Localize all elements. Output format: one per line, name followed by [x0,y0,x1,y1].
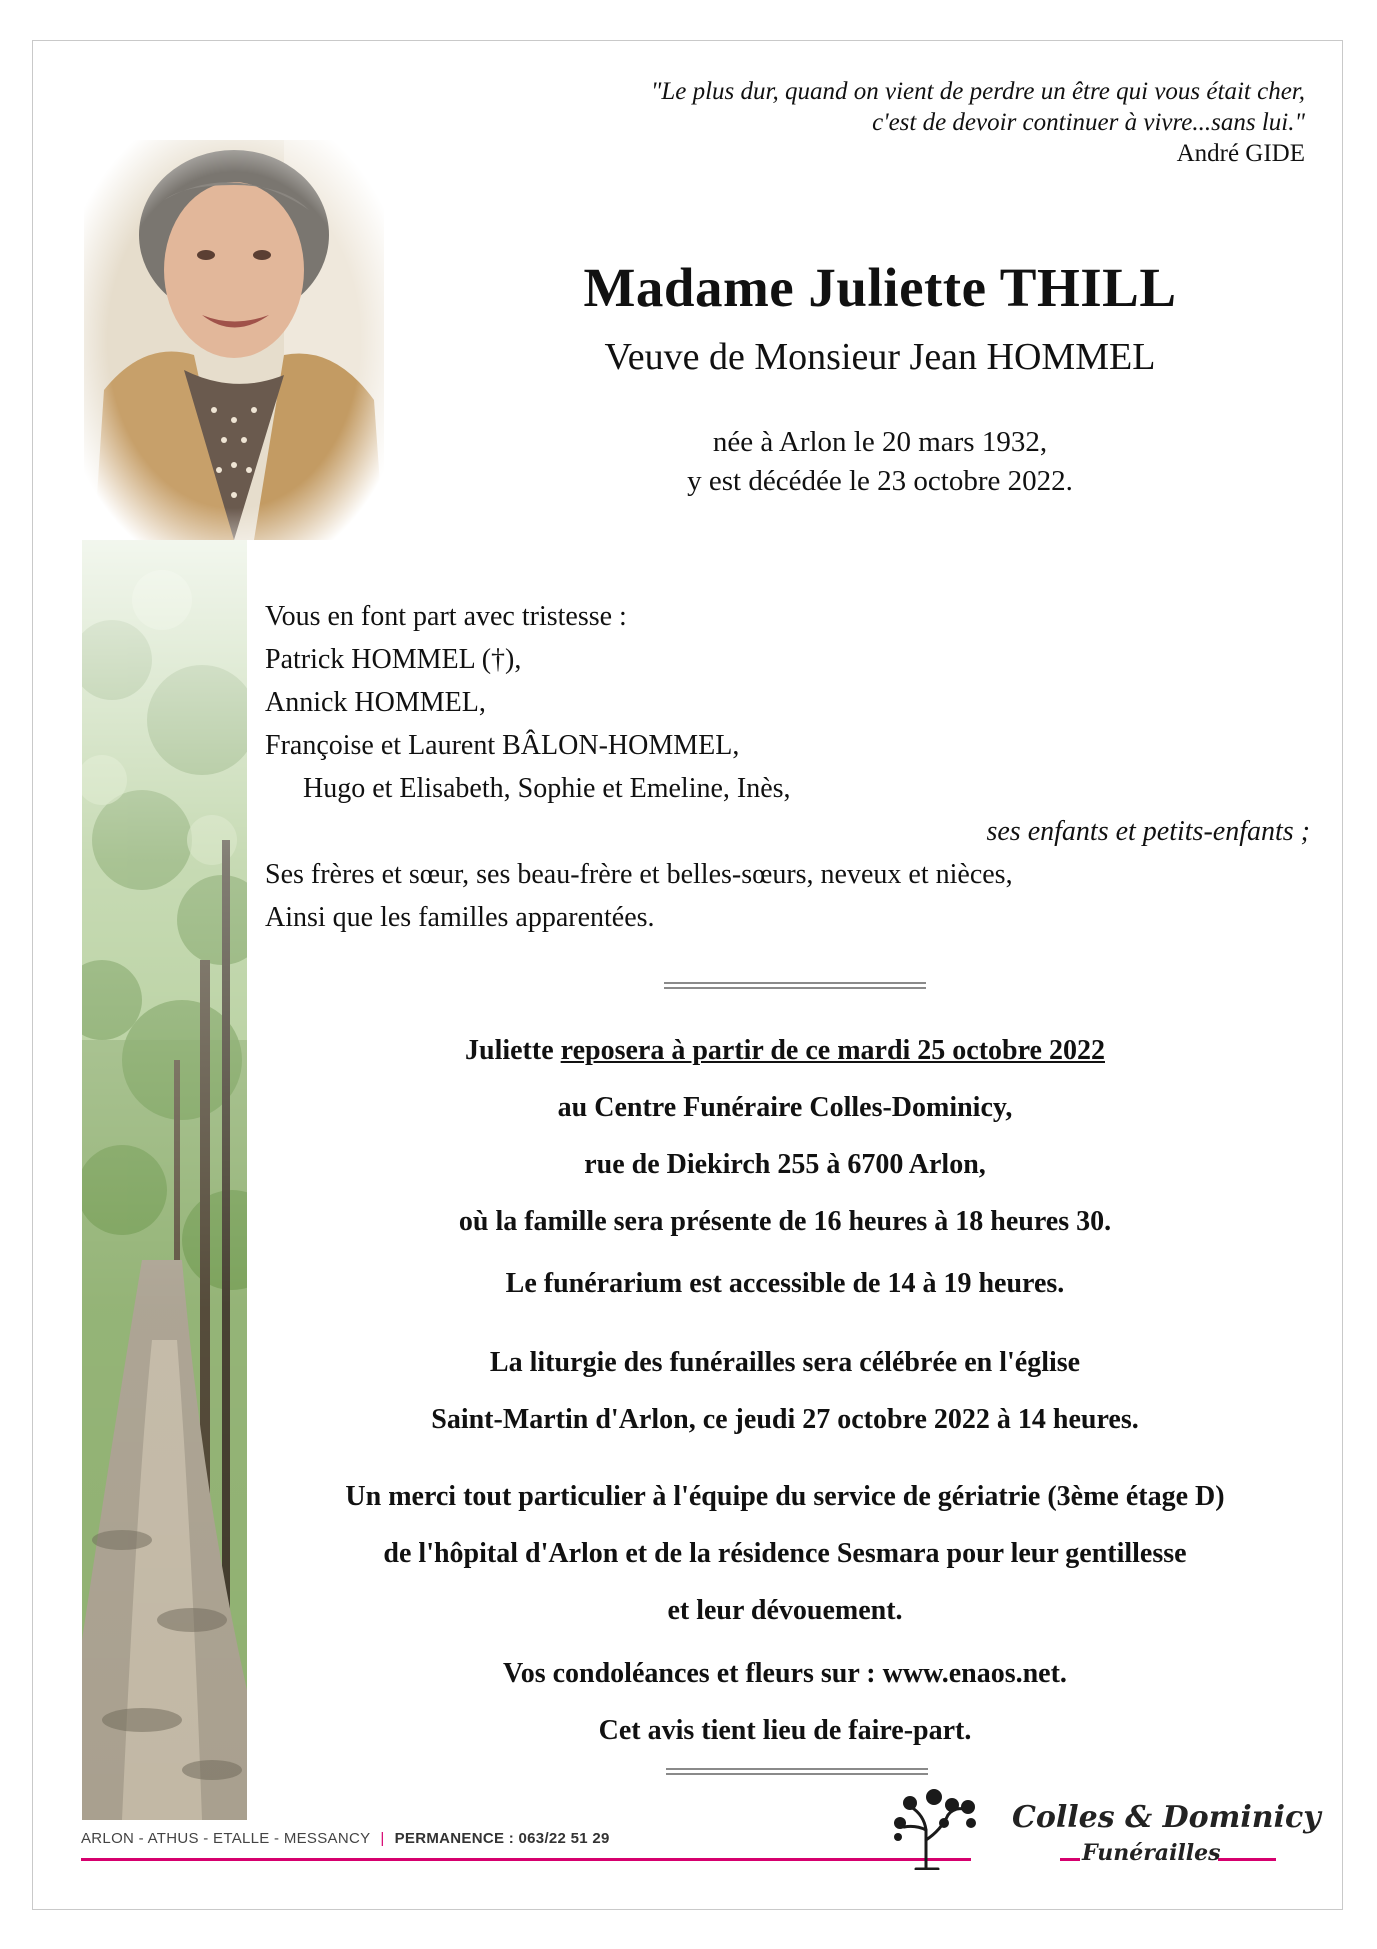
family-intro: Vous en font part avec tristesse : [265,601,627,632]
family-member: Annick HOMMEL, [265,687,486,718]
portrait-photo [84,140,384,540]
separator-bottom [666,1768,928,1775]
birth-line: née à Arlon le 20 mars 1932, [712,426,1048,458]
condolences-line: Vos condoléances et fleurs sur : www.enaos.net. [503,1658,1067,1689]
footer-contact [81,1830,610,1847]
siblings-line: Ses frères et sœur, ses beau-frère et belles-sœurs, neveux et nièces, [265,859,1013,890]
visitation-prefix: Juliette [465,1035,561,1066]
separator-top [664,982,926,989]
thanks-line-1: Un merci tout particulier à l'équipe du service de gériatrie (3ème étage D) [345,1481,1225,1512]
quote-author: André GIDE [1176,140,1305,167]
life-dates [430,423,1330,501]
thanks-info [255,1468,1315,1639]
notice-line: Cet avis tient lieu de faire-part. [598,1715,972,1746]
relation-line: ses enfants et petits-enfants ; [986,816,1310,847]
branch-locations: ARLON - ATHUS - ETALLE - MESSANCY [81,1830,371,1847]
thanks-line-2: de l'hôpital d'Arlon et de la résidence Sesmara pour leur gentillesse [383,1538,1187,1569]
liturgy-info [255,1334,1315,1448]
footer-rule-right [1060,1858,1080,1861]
footer-rule-left [81,1858,971,1861]
visitation-line [255,1022,1315,1079]
condolences-info [255,1645,1315,1759]
tree-logo-icon [886,1785,986,1870]
death-line: y est décédée le 23 octobre 2022. [687,465,1073,497]
liturgy-line-2: Saint-Martin d'Arlon, ce jeudi 27 octobre 2022 à 14 heures. [431,1404,1139,1435]
quote-line-2: c'est de devoir continuer à vivre...sans lui." [872,109,1305,136]
related-families-line: Ainsi que les familles apparentées. [265,902,655,933]
quote-block [405,76,1305,169]
funeral-center: au Centre Funéraire Colles-Dominicy, [557,1092,1013,1123]
family-presence: où la famille sera présente de 16 heures à 18 heures 30. [458,1206,1112,1237]
footer-divider: | [380,1830,385,1847]
company-subtitle: Funérailles [1082,1840,1221,1866]
footer-rule-end [1218,1858,1276,1861]
family-member: Patrick HOMMEL (†), [265,644,522,675]
visitation-date: reposera à partir de ce mardi 25 octobre 2022 [560,1035,1105,1066]
permanence-phone: PERMANENCE : 063/22 51 29 [394,1830,610,1847]
visitation-info [255,1022,1315,1250]
deceased-name: Madame Juliette THILL [583,257,1177,318]
liturgy-line-1: La liturgie des funérailles sera célébrée en l'église [489,1347,1081,1378]
family-announcement [265,595,1310,939]
center-address: rue de Diekirch 255 à 6700 Arlon, [584,1149,986,1180]
forest-path-image [82,540,247,1820]
grandchildren-line: Hugo et Elisabeth, Sophie et Emeline, Inès, [303,773,791,804]
widow-of: Veuve de Monsieur Jean HOMMEL [604,336,1156,378]
quote-line-1: "Le plus dur, quand on vient de perdre un être qui vous était cher, [650,78,1305,105]
access-hours: Le funérarium est accessible de 14 à 19 heures. [505,1268,1065,1299]
family-member: Françoise et Laurent BÂLON-HOMMEL, [265,730,740,761]
company-name: Colles & Dominicy [1012,1800,1321,1835]
thanks-line-3: et leur dévouement. [667,1595,903,1626]
